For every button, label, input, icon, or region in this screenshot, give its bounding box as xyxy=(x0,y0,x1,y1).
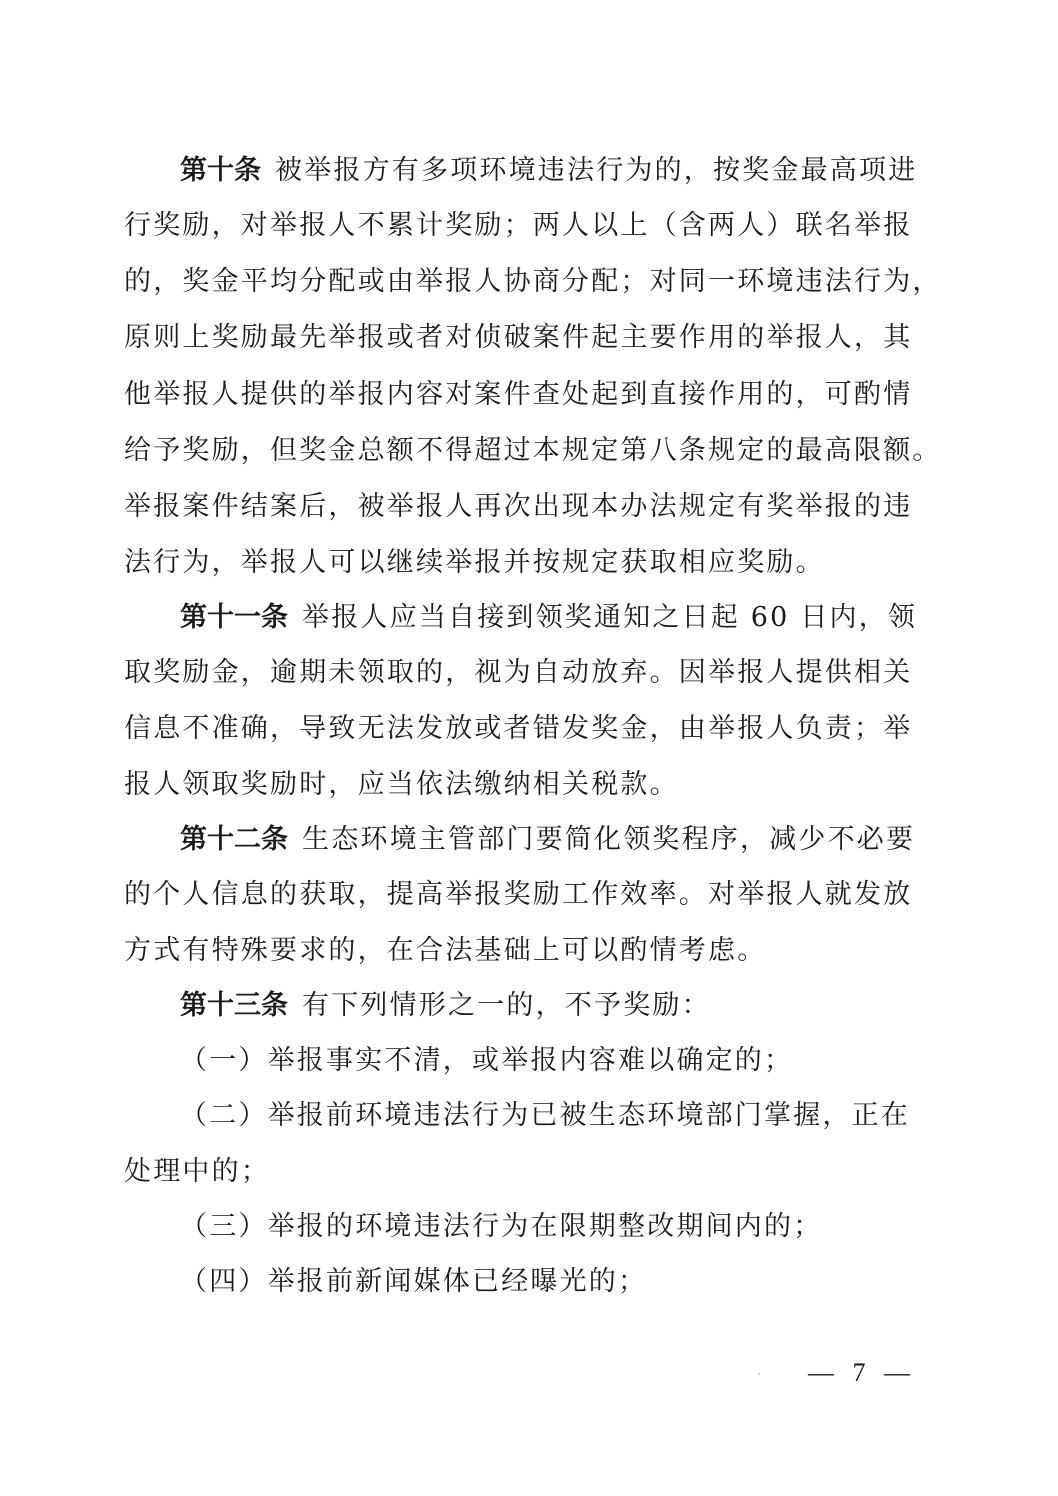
item-4: （四）举报前新闻媒体已经曝光的； xyxy=(180,1266,648,1297)
item-2-line-1: （二）举报前环境违法行为已被生态环境部门掌握，正在 xyxy=(180,1100,910,1131)
article-12-line-3: 方式有特殊要求的，在合法基础上可以酌情考虑。 xyxy=(124,935,767,966)
item-1: （一）举报事实不清，或举报内容难以确定的； xyxy=(180,1045,794,1076)
article-10-line-4: 原则上奖励最先举报或者对侦破案件起主要作用的举报人，其 xyxy=(124,322,913,353)
item-3: （三）举报的环境违法行为在限期整改期间内的； xyxy=(180,1211,823,1242)
page-number: — 7 — xyxy=(808,1358,916,1387)
article-11-line-1: 第十一条 举报人应当自接到领奖通知之日起 60 日内，领 xyxy=(180,602,918,633)
article-10-line-1: 第十条 被举报方有多项环境违法行为的，按奖金最高项进 xyxy=(180,155,918,186)
article-10-line-2: 行奖励，对举报人不累计奖励；两人以上（含两人）联名举报 xyxy=(124,210,913,241)
article-10-line-6: 给予奖励，但奖金总额不得超过本规定第八条规定的最高限额。 xyxy=(124,435,942,466)
article-10-line-5: 他举报人提供的举报内容对案件查处起到直接作用的，可酌情 xyxy=(124,379,913,410)
article-11-line-4: 报人领取奖励时，应当依法缴纳相关税款。 xyxy=(124,769,679,800)
scan-speck xyxy=(758,1373,760,1375)
article-10-heading: 第十条 xyxy=(180,155,261,186)
article-11-heading: 第十一条 xyxy=(180,602,288,633)
item-2-line-2: 处理中的； xyxy=(124,1156,270,1187)
article-13-heading: 第十三条 xyxy=(180,990,288,1021)
article-11-line-2: 取奖励金，逾期未领取的，视为自动放弃。因举报人提供相关 xyxy=(124,657,913,688)
article-12-line-1: 第十二条 生态环境主管部门要简化领奖程序，减少不必要 xyxy=(180,824,916,855)
article-11-line-3: 信息不准确，导致无法发放或者错发奖金，由举报人负责；举 xyxy=(124,713,913,744)
article-10-line-8: 法行为，举报人可以继续举报并按规定获取相应奖励。 xyxy=(124,547,825,578)
article-12-line-2: 的个人信息的获取，提高举报奖励工作效率。对举报人就发放 xyxy=(124,879,913,910)
article-12-heading: 第十二条 xyxy=(180,824,288,855)
article-13-line-1: 第十三条 有下列情形之一的，不予奖励： xyxy=(180,990,711,1021)
article-10-line-3: 的，奖金平均分配或由举报人协商分配；对同一环境违法行为， xyxy=(124,266,942,297)
article-10-line-7: 举报案件结案后，被举报人再次出现本办法规定有奖举报的违 xyxy=(124,491,913,522)
